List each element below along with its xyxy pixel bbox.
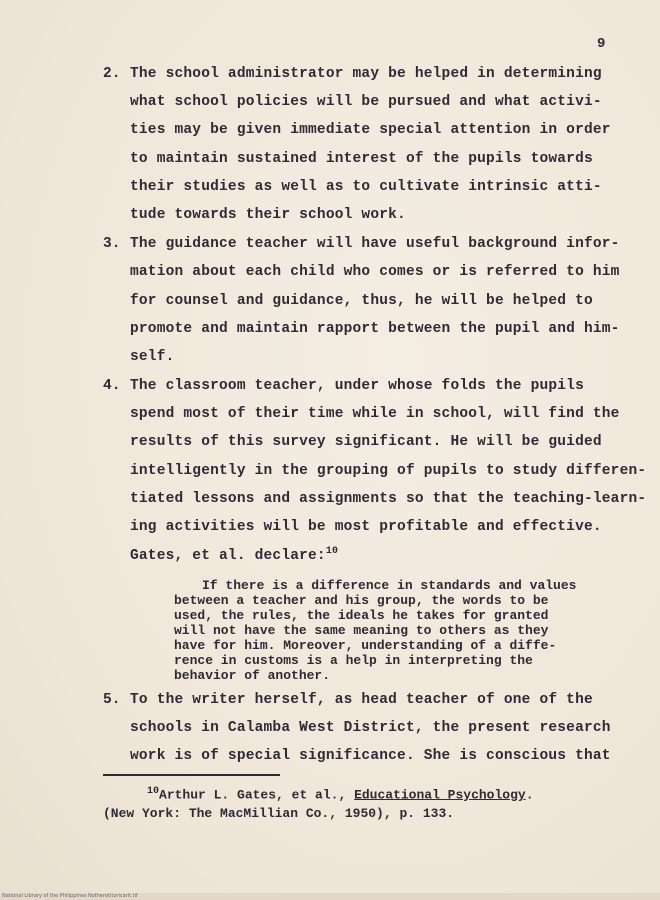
footnote-ref: 10	[325, 546, 339, 557]
item-3-line: promote and maintain rapport between the pupil and him-	[130, 321, 620, 337]
footnote-marker: 10	[147, 786, 160, 797]
item-3-line: for counsel and guidance, thus, he will be helped to	[130, 293, 593, 309]
block-quote	[174, 578, 576, 683]
quote-line: behavior of another.	[174, 668, 331, 683]
footnote-line-2: (New York: The MacMillian Co., 1950), p. 133.	[103, 806, 455, 821]
footnote-divider	[103, 774, 280, 776]
quote-line: If there is a difference in standards and values	[202, 578, 577, 593]
item-2-line: their studies as well as to cultivate intrinsic atti-	[130, 179, 602, 195]
item-3-line: self.	[130, 349, 175, 365]
item-4-line: results of this survey significant. He will be guided	[130, 434, 602, 450]
item-5-line: schools in Calamba West District, the present research	[130, 720, 611, 736]
item-5-line: To the writer herself, as head teacher of one of the	[130, 692, 593, 708]
quote-line: between a teacher and his group, the words to be	[174, 593, 549, 608]
item-3-number: 3.	[103, 236, 121, 252]
item-4-number: 4.	[103, 378, 121, 394]
item-3-line: mation about each child who comes or is referred to him	[130, 264, 620, 280]
scan-source-label: National Library of the Philippines	[2, 893, 87, 899]
item-4-line: The classroom teacher, under whose folds the pupils	[130, 378, 584, 394]
item-5-line: work is of special significance. She is conscious that	[130, 748, 611, 764]
item-5-number: 5.	[103, 692, 121, 708]
item-2-line: to maintain sustained interest of the pupils towards	[130, 151, 593, 167]
item-4-last-line	[130, 546, 338, 564]
footnote-title: Educational Psychology	[354, 787, 526, 803]
item-4-line: intelligently in the grouping of pupils to study differen-	[130, 463, 647, 479]
item-3-line: The guidance teacher will have useful background infor-	[130, 236, 620, 252]
item-4-line: spend most of their time while in school, will find the	[130, 406, 620, 422]
item-4-line: tiated lessons and assignments so that the teaching-learn-	[130, 491, 647, 507]
quote-line: will not have the same meaning to others as they	[174, 623, 549, 638]
item-2-line: what school policies will be pursued and what activi-	[130, 94, 602, 110]
quote-line: have for him. Moreover, understanding of a diffe-	[174, 638, 557, 653]
page-number: 9	[597, 36, 606, 52]
footnote-author: Arthur L. Gates, et al.,	[159, 787, 355, 803]
item-2-line: tude towards their school work.	[130, 207, 406, 223]
footnote-period: .	[525, 787, 534, 803]
item-2-line: The school administrator may be helped in determining	[130, 66, 602, 82]
item-2-number: 2.	[103, 66, 121, 82]
item-4-last-text: Gates, et al. declare:	[130, 547, 326, 564]
item-2-line: ties may be given immediate special attention in order	[130, 122, 611, 138]
footnote-line-1	[147, 786, 534, 802]
item-4-line: ing activities will be most profitable and effective.	[130, 519, 602, 535]
quote-line: used, the rules, the ideals he takes for granted	[174, 608, 549, 623]
scan-bottom-strip	[0, 893, 660, 900]
scan-file-label: Notheretitoricarit.tif	[88, 893, 138, 899]
quote-line: rence in customs is a help in interpreting the	[174, 653, 533, 668]
